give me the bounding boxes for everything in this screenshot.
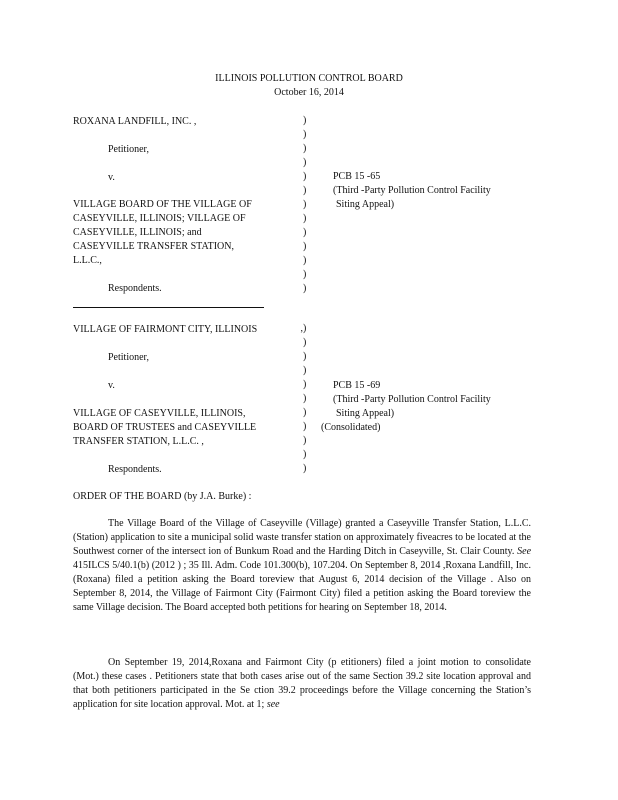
case1-respondent-line: VILLAGE BOARD OF THE VILLAGE OF [73,199,252,210]
case2-respondent-line: TRANSFER STATION, L.L.C. , [73,436,204,447]
paragraph-2-text-a: On September 19, 2014,Roxana and Fairmont City (p etitioners) filed a joint motion to consolidate (Mot.) these cases . Petitioners state that both cases arise out of the same Section 39.2 site location approval and that both petitioners participated in the Se ction 39.2 proceedings before the Village concerning the Station’s application for site location approval. Mot. at 1; [73,657,531,710]
case2-versus: v. [108,380,115,391]
case2-respondent-role: Respondents. [108,464,162,475]
paragraph-1-text-a: The Village Board of the Village of Caseyville (Village) granted a Caseyville Transfer Station, L.L.C. (Station) application to site a municipal solid waste transfer station on approximately fiveacres to be located at the Southwest corner of the intersect ion of Bunkum Road and the Harding Ditch in Caseyville, St. Clair County. [73,518,531,557]
case2-respondent-line: BOARD OF TRUSTEES and CASEYVILLE [73,422,257,433]
order-date: October 16, 2014 [274,87,344,98]
case2-petitioner-role: Petitioner, [108,352,149,363]
paragraph-2-signal-see: see [266,699,280,710]
case1-petitioner-role: Petitioner, [108,144,149,155]
case-separator-rule [73,307,264,308]
case2-respondent-line: VILLAGE OF CASEYVILLE, ILLINOIS, [73,408,246,419]
order-paragraph-2 [73,656,531,712]
case1-caption-line: (Third -Party Pollution Control Facility [333,185,491,196]
case1-paren-column: ) ) ) ) ) ) ) ) ) ) ) ) ) [303,115,307,294]
paragraph-1-signal-see: See [517,546,532,557]
order-paragraph-1 [73,517,531,615]
case2-docket-number: PCB 15 -69 [333,380,381,391]
paragraph-1-text-b: 415ILCS 5/40.1(b) (2012 ) ; 35 Ill. Adm. Code 101.300(b), 107.204. On September 8, 2014 ,Roxana Landfill, Inc. (Roxana) filed a petition asking the Board toreview that August 6, 2014 decision of the Village . Also on September 8, 2014, the Village of Fairmont City (Fairmont City) filed a petition asking the Board toreview the same Village decision. The Board accepted both petitions for hearing on September 18, 2014. [73,560,531,613]
case1-respondent-role: Respondents. [108,283,162,294]
case1-respondent-line: CASEYVILLE, ILLINOIS; VILLAGE OF [73,213,246,224]
case1-caption-line: Siting Appeal) [336,199,395,210]
order-heading: ORDER OF THE BOARD (by J.A. Burke) : [73,491,252,502]
case1-versus: v. [108,172,115,183]
case2-petitioner-name: VILLAGE OF FAIRMONT CITY, ILLINOIS [73,324,258,335]
board-name: ILLINOIS POLLUTION CONTROL BOARD [215,73,403,84]
case1-respondent-line: CASEYVILLE TRANSFER STATION, [73,241,234,252]
case1-respondent-line: L.L.C., [73,255,102,266]
case2-caption-line: (Consolidated) [321,422,381,433]
case2-paren-column: ,) ) ) ) ) ) ) ) ) ) ) [298,323,307,474]
case1-docket-number: PCB 15 -65 [333,171,381,182]
case1-petitioner-name: ROXANA LANDFILL, INC. , [73,116,197,127]
case1-respondent-line: CASEYVILLE, ILLINOIS; and [73,227,202,238]
case2-caption-line: Siting Appeal) [336,408,395,419]
case2-caption-line: (Third -Party Pollution Control Facility [333,394,491,405]
